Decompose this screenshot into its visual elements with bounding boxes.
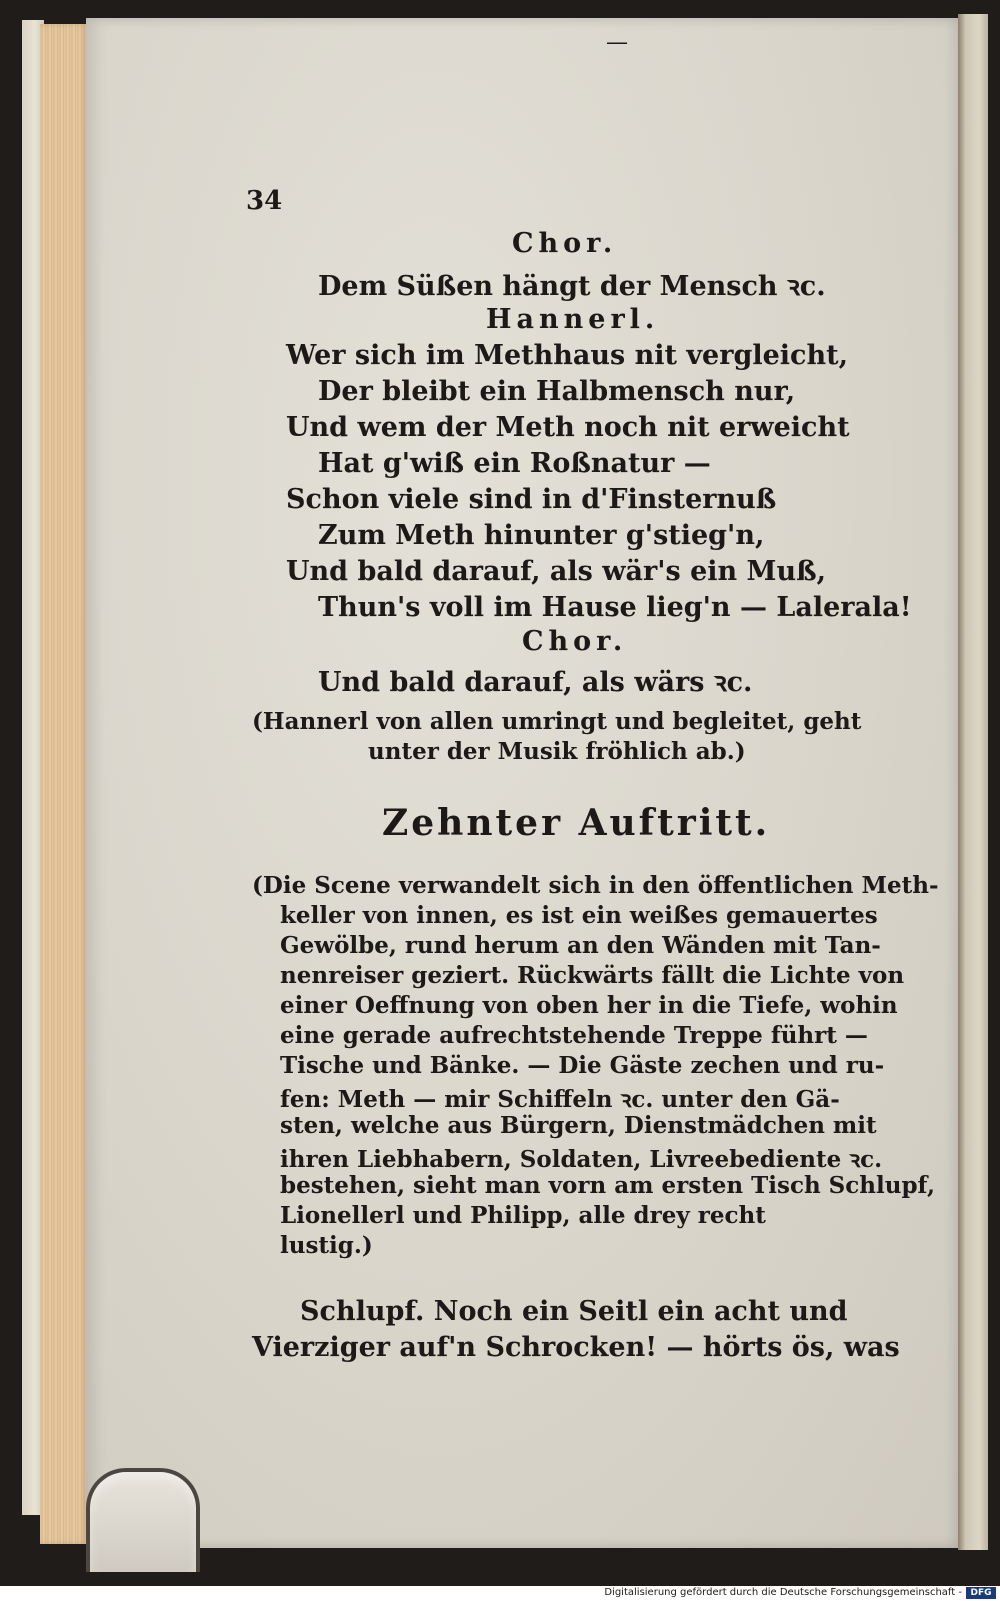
verse-line: Und bald darauf, als wär's ein Muß, xyxy=(286,556,826,587)
stage-direction-line: sten, welche aus Bürgern, Dienstmädchen mit xyxy=(280,1112,877,1139)
verse-line: Wer sich im Methhaus nit vergleicht, xyxy=(286,340,848,371)
stage-direction-line: (Hannerl von allen umringt und begleitet, geht xyxy=(252,708,862,735)
stage-direction-line: Gewölbe, rund herum an den Wänden mit Tan- xyxy=(280,932,881,959)
stage-direction-line: fen: Meth — mir Schiffeln ꝛc. unter den Gä- xyxy=(280,1086,840,1113)
speaker-chor: Chor. xyxy=(522,626,628,657)
stage-direction-line: unter der Musik fröhlich ab.) xyxy=(368,738,746,765)
stage-direction-line: bestehen, sieht man vorn am ersten Tisch Schlupf, xyxy=(280,1172,935,1199)
page-top-mark: — xyxy=(606,30,628,55)
verse-line: Schon viele sind in d'Finsternuß xyxy=(286,484,777,515)
stage-direction-line: Tische und Bänke. — Die Gäste zechen und ru- xyxy=(280,1052,885,1079)
stage-direction-line: keller von innen, es ist ein weißes gemauertes xyxy=(280,902,878,929)
stage-direction-line: eine gerade aufrechtstehende Treppe führt — xyxy=(280,1022,868,1049)
footer-credit: Digitalisierung gefördert durch die Deutsche Forschungsgemeinschaft - xyxy=(604,1587,962,1598)
speaker-chor: Chor. xyxy=(512,228,618,259)
dfg-logo: DFG xyxy=(966,1587,996,1599)
verse-line: Der bleibt ein Halbmensch nur, xyxy=(318,376,796,407)
stage-direction-line: einer Oeffnung von oben her in die Tiefe, wohin xyxy=(280,992,898,1019)
scanner-thumb xyxy=(86,1468,200,1572)
page-number: 34 xyxy=(246,186,283,216)
stage-direction-line: ihren Liebhabern, Soldaten, Livreebediente ꝛc. xyxy=(280,1146,883,1173)
stage-direction-line: (Die Scene verwandelt sich in den öffentlichen Meth- xyxy=(252,872,939,899)
book-right-edge xyxy=(958,14,988,1550)
verse-line: Dem Süßen hängt der Mensch ꝛc. xyxy=(318,271,826,302)
page-stack-edge xyxy=(40,24,88,1544)
speaker-hannerl: Hannerl. xyxy=(486,304,660,335)
stage-direction-line: nenreiser geziert. Rückwärts fällt die Lichte von xyxy=(280,962,905,989)
verse-line: Und bald darauf, als wärs ꝛc. xyxy=(318,667,753,698)
verse-line: Und wem der Meth noch nit erweicht xyxy=(286,412,850,443)
verse-line: Zum Meth hinunter g'stieg'n, xyxy=(318,520,765,551)
verse-line: Thun's voll im Hause lieg'n — Lalerala! xyxy=(318,592,912,623)
dialogue-line: Vierziger auf'n Schrocken! — hörts ös, was xyxy=(252,1332,900,1363)
dialogue-line: Schlupf. Noch ein Seitl ein acht und xyxy=(300,1296,848,1327)
stage-direction-line: Lionellerl und Philipp, alle drey recht xyxy=(280,1202,766,1229)
verse-line: Hat g'wiß ein Roßnatur — xyxy=(318,448,711,479)
scene-heading: Zehnter Auftritt. xyxy=(382,802,771,844)
stage-direction-line: lustig.) xyxy=(280,1232,373,1259)
